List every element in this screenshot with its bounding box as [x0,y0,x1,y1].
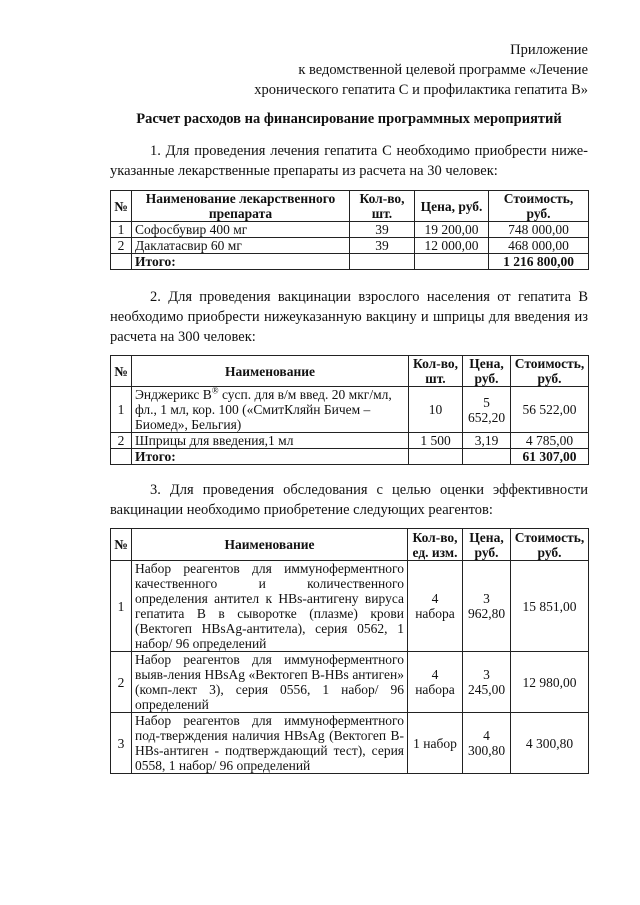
table-row [111,222,589,238]
table-row [111,387,589,433]
col-name: Наименование [132,356,409,387]
cell-number: 2 [111,433,132,449]
section1-text: 1. Для проведения лечения гепатита С необходимо приобрести ниже-указанные лекарственные препараты из расчета на 30 человек: [110,143,588,179]
drugs-table [110,190,589,270]
total-value: 61 307,00 [511,449,589,465]
col-number: № [111,356,132,387]
name-part: сусп. для в/м введ. 20 мкг/мл, фл., 1 мл, кор. 100 («СмитКляйн Бичем – Биомед», Бельгия) [135,387,392,432]
cell-price: 5 652,20 [463,387,511,433]
empty-cell [111,449,132,465]
cell-name: Даклатасвир 60 мг [132,238,350,254]
table-header-row [111,529,589,561]
col-qty: Кол-во, шт. [409,356,463,387]
cell-qty: 10 [409,387,463,433]
cell-price: 4 300,80 [463,713,511,774]
cell-price: 12 000,00 [415,238,489,254]
cell-number: 1 [111,387,132,433]
table-row [111,561,589,652]
cell-price: 3 245,00 [463,652,511,713]
total-label: Итого: [132,254,350,270]
cell-price: 19 200,00 [415,222,489,238]
table-header-row [111,356,589,387]
header-line: к ведомственной целевой программе «Лечение [298,62,588,78]
table-row [111,433,589,449]
reagents-table [110,528,589,774]
total-row [111,449,589,465]
cell-cost: 56 522,00 [511,387,589,433]
section1-table-wrap [110,190,588,270]
col-cost: Стоимость, руб. [489,191,589,222]
cell-cost: 15 851,00 [511,561,589,652]
empty-cell [415,254,489,270]
section3-table-wrap [110,528,588,774]
section3-text: 3. Для проведения обследования с целью оценки эффективности вакцинации необходимо приобретение следующих реагентов: [110,482,588,518]
cell-qty: 1 500 [409,433,463,449]
header-line: Приложение [510,42,588,58]
cell-cost: 468 000,00 [489,238,589,254]
cell-name: Софосбувир 400 мг [132,222,350,238]
cell-cost: 12 980,00 [511,652,589,713]
cell-cost: 748 000,00 [489,222,589,238]
total-label: Итого: [132,449,409,465]
col-number: № [111,529,132,561]
section2-table-wrap [110,355,588,465]
col-price: Цена, руб. [415,191,489,222]
col-cost: Стоимость, руб. [511,356,589,387]
cell-qty: 4 набора [408,652,463,713]
col-name: Наименование лекарственного препарата [132,191,350,222]
empty-cell [111,254,132,270]
name-part: Энджерикс В [135,387,212,402]
empty-cell [463,449,511,465]
header-line: хронического гепатита С и профилактика гепатита В» [254,82,588,98]
cell-name: Шприцы для введения,1 мл [132,433,409,449]
empty-cell [409,449,463,465]
col-qty: Кол-во, шт. [350,191,415,222]
total-row [111,254,589,270]
col-price: Цена, руб. [463,356,511,387]
col-cost: Стоимость, руб. [511,529,589,561]
cell-qty: 4 набора [408,561,463,652]
section2-text: 2. Для проведения вакцинации взрослого населения от гепатита В необходимо приобрести нижеуказанную вакцину и шприцы для введения из расчета на 300 человек: [110,289,588,345]
table-row [111,238,589,254]
cell-number: 1 [111,561,132,652]
col-price: Цена, руб. [463,529,511,561]
cell-price: 3,19 [463,433,511,449]
vaccine-table [110,355,589,465]
cell-number: 1 [111,222,132,238]
table-row [111,713,589,774]
cell-number: 2 [111,652,132,713]
cell-qty: 1 набор [408,713,463,774]
cell-name: Набор реагентов для иммуноферментного под-тверждения наличия HBsAg (Вектогеп В-HBs-антиген - подтверждающий тест), серия 0558, 1 набор/ 96 определений [132,713,408,774]
registered-mark: ® [211,385,219,396]
col-name: Наименование [132,529,408,561]
table-header-row [111,191,589,222]
cell-number: 3 [111,713,132,774]
cell-name: Набор реагентов для иммуноферментного выяв-ления HBsAg «Вектогеп В-HBs антиген» (комп-лект 3), серия 0556, 1 набор/ 96 определений [132,652,408,713]
cell-price: 3 962,80 [463,561,511,652]
table-row [111,652,589,713]
document-title: Расчет расходов на финансирование программных мероприятий [136,111,562,127]
col-qty: Кол-во, ед. изм. [408,529,463,561]
empty-cell [350,254,415,270]
cell-qty: 39 [350,222,415,238]
cell-cost: 4 300,80 [511,713,589,774]
col-number: № [111,191,132,222]
cell-name: Набор реагентов для иммуноферментного качественного и количественного определения антител к HBs-антигену вируса гепатита В в сыворотке (плазме) крови (Вектогеп HBsAg-антитела), серия 0562, 1 набор/ 96 определений [132,561,408,652]
cell-qty: 39 [350,238,415,254]
cell-number: 2 [111,238,132,254]
cell-name [132,387,409,433]
cell-cost: 4 785,00 [511,433,589,449]
total-value: 1 216 800,00 [489,254,589,270]
appendix-header [110,40,588,100]
